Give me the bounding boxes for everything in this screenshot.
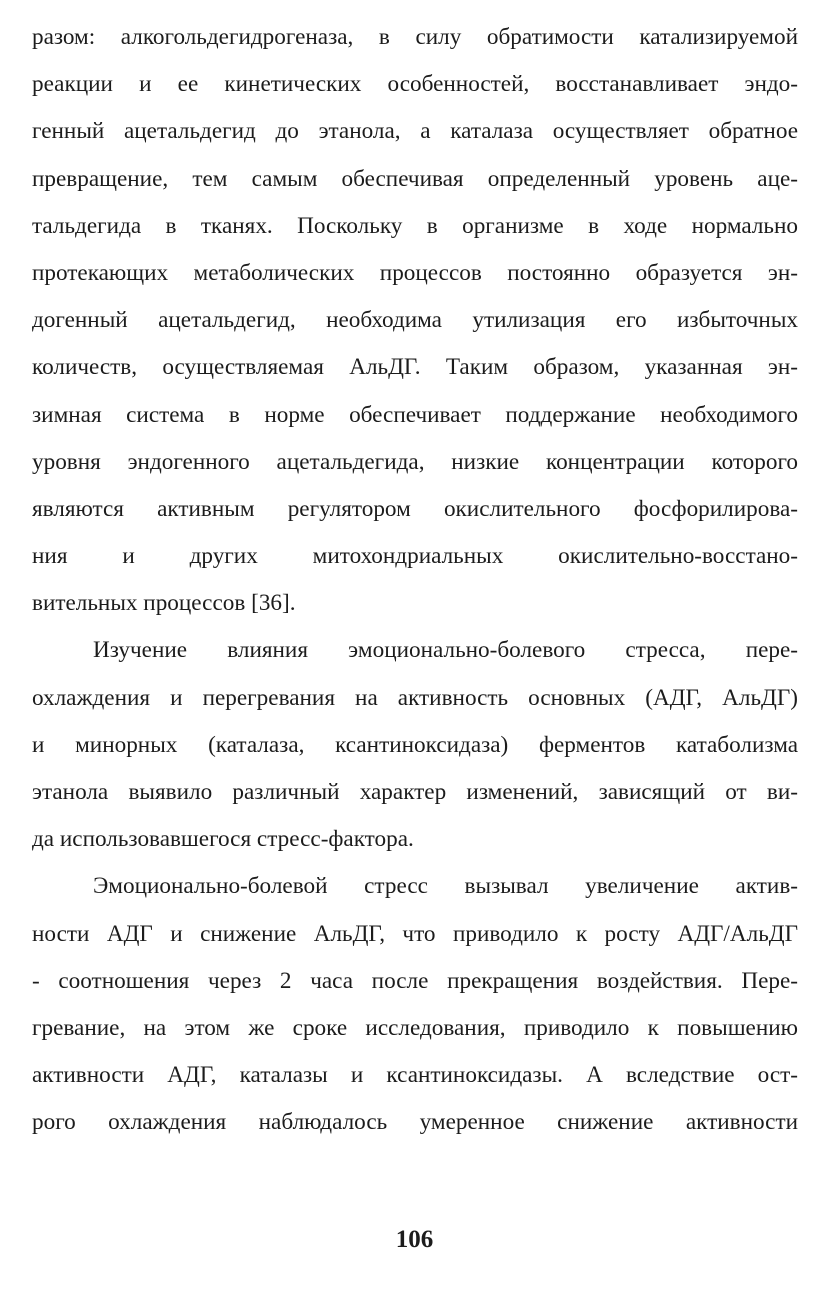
text-line: и минорных (каталаза, ксантиноксидаза) ферментов катаболизма — [32, 731, 798, 758]
text-line: разом: алкогольдегидрогеназа, в силу обратимости катализируемой — [32, 24, 798, 50]
text-line: реакции и ее кинетических особенностей, восстанавливает эндо- — [32, 71, 798, 98]
text-line: зимная система в норме обеспечивает поддержание необходимого — [32, 401, 798, 428]
text-line: Изучение влияния эмоционально-болевого стресса, пере- — [93, 637, 798, 664]
text-line: генный ацетальдегид до этанола, а каталаза осуществляет обратное — [32, 118, 798, 145]
text-line: Эмоционально-болевой стресс вызывал увеличение актив- — [93, 873, 798, 900]
text-line: рого охлаждения наблюдалось умеренное снижение активности — [32, 1109, 798, 1136]
text-line: протекающих метаболических процессов постоянно образуется эн- — [32, 259, 798, 286]
text-line: количеств, осуществляемая АльДГ. Таким образом, указанная эн- — [32, 354, 798, 381]
text-line: - соотношения через 2 часа после прекращения воздействия. Пере- — [32, 967, 798, 994]
text-line: превращение, тем самым обеспечивая определенный уровень аце- — [32, 165, 798, 192]
text-line: вительных процессов [36]. — [32, 590, 296, 617]
text-line: являются активным регулятором окислительного фосфорилирова- — [32, 495, 798, 522]
text-line: охлаждения и перегревания на активность основных (АДГ, АльДГ) — [32, 684, 798, 711]
text-line: уровня эндогенного ацетальдегида, низкие концентрации которого — [32, 448, 798, 475]
text-line: ности АДГ и снижение АльДГ, что приводило к росту АДГ/АльДГ — [32, 920, 798, 947]
text-line: тальдегида в тканях. Поскольку в организме в ходе нормально — [32, 212, 798, 239]
body-text — [32, 14, 798, 1147]
text-line: этанола выявило различный характер изменений, зависящий от ви- — [32, 779, 798, 805]
text-line: активности АДГ, каталазы и ксантиноксидазы. А вследствие ост- — [32, 1062, 798, 1089]
text-line: догенный ацетальдегид, необходима утилизация его избыточных — [32, 307, 798, 334]
text-line: да использовавшегося стресс-фактора. — [32, 826, 414, 853]
page-number: 106 — [395, 1226, 434, 1253]
text-line: ния и других митохондриальных окислительно-восстано- — [32, 543, 798, 570]
text-line: гревание, на этом же сроке исследования, приводило к повышению — [32, 1014, 798, 1041]
